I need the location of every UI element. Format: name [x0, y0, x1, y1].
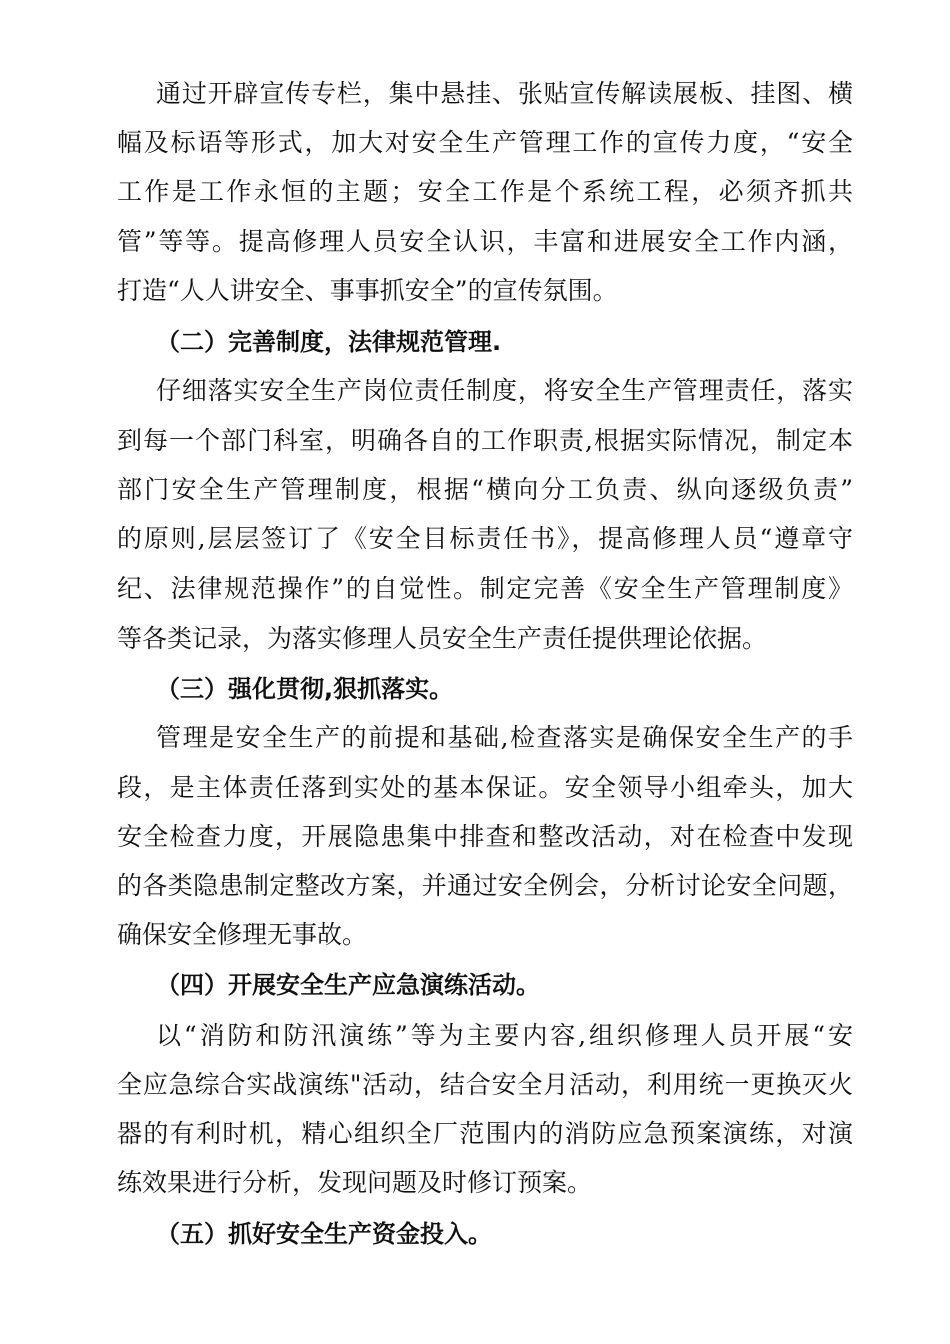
section-heading: （四）开展安全生产应急演练活动。 [156, 971, 540, 999]
section-heading: （五）抓好安全生产资金投入。 [156, 1220, 492, 1248]
paragraph-line: 段，是主体责任落到实处的基本保证。安全领导小组牵头，加大 [117, 773, 853, 802]
paragraph-line: 的原则,层层签订了《安全目标责任书》，提高修理人员“遵章守 [117, 524, 853, 553]
paragraph-line: 打造“人人讲安全、事事抓安全”的宣传氛围。 [117, 276, 618, 305]
paragraph-line: 管理是安全生产的前提和基础,检查落实是确保安全生产的手 [156, 723, 853, 752]
section-heading: （三）强化贯彻,狠抓落实。 [156, 675, 454, 703]
section-heading: （二）完善制度，法律规范管理. [156, 328, 502, 356]
paragraph-line: 练效果进行分析，发现问题及时修订预案。 [117, 1168, 593, 1197]
paragraph-line: 纪、法律规范操作”的自觉性。制定完善《安全生产管理制度》 [117, 574, 853, 603]
paragraph-line: 部门安全生产管理制度，根据“横向分工负责、纵向逐级负责” [117, 475, 853, 504]
paragraph-line: 工作是工作永恒的主题；安全工作是个系统工程，必须齐抓共 [117, 177, 853, 206]
paragraph-line: 器的有利时机，精心组织全厂范围内的消防应急预案演练，对演 [117, 1119, 853, 1148]
paragraph-line: 安全检查力度，开展隐患集中排查和整改活动，对在检查中发现 [117, 822, 853, 851]
paragraph-line: 管”等等。提高修理人员安全认识，丰富和进展安全工作内涵， [117, 227, 853, 256]
paragraph-line: 到每一个部门科室，明确各自的工作职责,根据实际情况，制定本 [117, 426, 853, 455]
paragraph-line: 等各类记录，为落实修理人员安全生产责任提供理论依据。 [117, 624, 768, 653]
paragraph-line: 幅及标语等形式，加大对安全生产管理工作的宣传力度，“安全 [117, 128, 853, 157]
paragraph-line: 全应急综合实战演练"活动，结合安全月活动，利用统一更换灭火 [117, 1070, 853, 1099]
paragraph-line: 通过开辟宣传专栏，集中悬挂、张贴宣传解读展板、挂图、横 [156, 79, 853, 108]
paragraph-line: 确保安全修理无事故。 [117, 920, 368, 949]
paragraph-line: 的各类隐患制定整改方案，并通过安全例会，分析讨论安全问题， [117, 871, 853, 900]
paragraph-line: 仔细落实安全生产岗位责任制度，将安全生产管理责任，落实 [156, 376, 853, 405]
paragraph-line: 以“消防和防汛演练”等为主要内容,组织修理人员开展“安 [156, 1021, 853, 1050]
